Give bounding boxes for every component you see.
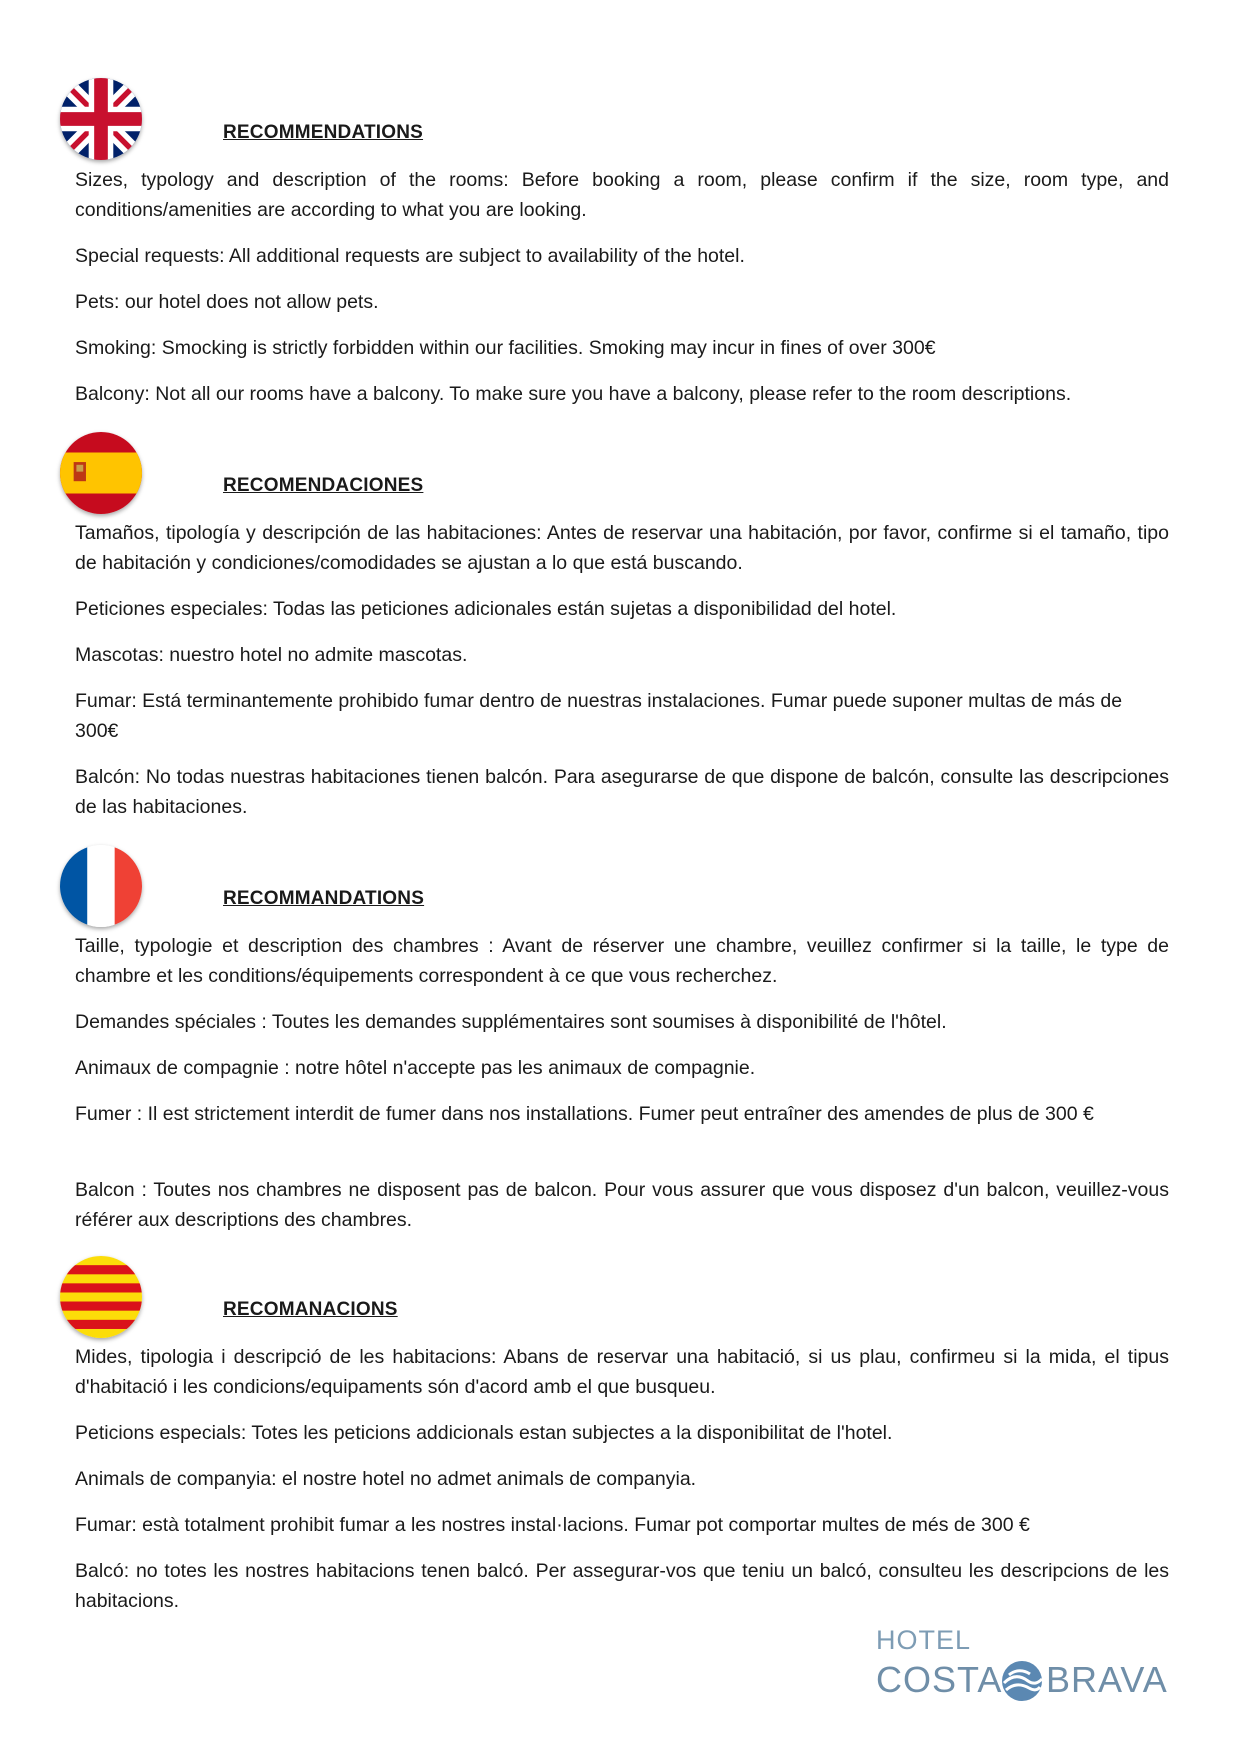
logo-costa-text: COSTA [876, 1659, 1003, 1700]
section-heading-catalan: RECOMANACIONS [223, 1299, 398, 1320]
uk-flag-icon [60, 78, 142, 160]
section-heading-english: RECOMMENDATIONS [223, 122, 424, 143]
france-flag-icon [60, 845, 142, 927]
paragraph-ca-pets: Animals de companyia: el nostre hotel no admet animals de companyia. [75, 1468, 697, 1490]
logo-brava-text: BRAVA [1046, 1659, 1168, 1700]
paragraph-fr-pets: Animaux de compagnie : notre hôtel n'accepte pas les animaux de compagnie. [75, 1057, 756, 1079]
paragraph-en-sizes: Sizes, typology and description of the rooms: Before booking a room, please confirm if the size, room type, and conditions/amenities are according to what you are looking. [75, 169, 1169, 221]
logo-hotel-text: HOTEL [876, 1625, 972, 1655]
paragraph-fr-requests: Demandes spéciales : Toutes les demandes supplémentaires sont soumises à disponibilité de l'hôtel. [75, 1011, 947, 1033]
paragraph-ca-sizes: Mides, tipologia i descripció de les habitacions: Abans de reservar una habitació, si us plau, confirmeu si la mida, el tipus d'habitació i les condicions/equipaments són d'acord amb el que busqueu. [75, 1346, 1169, 1398]
paragraph-es-balcony: Balcón: No todas nuestras habitaciones tienen balcón. Para asegurarse de que dispone de balcón, consulte las descripciones de las habitaciones. [75, 766, 1169, 818]
paragraph-en-balcony: Balcony: Not all our rooms have a balcony. To make sure you have a balcony, please refer to the room descriptions. [75, 383, 1072, 405]
section-heading-french: RECOMMANDATIONS [223, 888, 425, 909]
paragraph-fr-sizes: Taille, typologie et description des chambres : Avant de réserver une chambre, veuillez confirmer si la taille, le type de chambre et les conditions/équipements correspondent à ce que vous recherchez. [75, 935, 1169, 987]
paragraph-fr-balcony: Balcon : Toutes nos chambres ne disposent pas de balcon. Pour vous assurer que vous disposez d'un balcon, veuillez-vous référer aux descriptions des chambres. [75, 1179, 1169, 1231]
paragraph-es-sizes: Tamaños, tipología y descripción de las habitaciones: Antes de reservar una habitación, por favor, confirme si el tamaño, tipo de habitación y condiciones/comodidades se ajustan a lo que está buscando. [75, 522, 1169, 574]
paragraph-es-requests: Peticiones especiales: Todas las peticiones adicionales están sujetas a disponibilidad del hotel. [75, 598, 897, 620]
paragraph-en-requests: Special requests: All additional requests are subject to availability of the hotel. [75, 245, 745, 267]
paragraph-ca-requests: Peticions especials: Totes les peticions addicionals estan subjectes a la disponibilitat de l'hotel. [75, 1422, 893, 1444]
paragraph-en-smoking: Smoking: Smocking is strictly forbidden within our facilities. Smoking may incur in fines of over 300€ [75, 337, 936, 359]
paragraph-ca-balcony: Balcó: no totes les nostres habitacions tenen balcó. Per assegurar-vos que teniu un balcó, consulteu les descripcions de les habitacions. [75, 1560, 1169, 1612]
section-heading-spanish: RECOMENDACIONES [223, 475, 424, 496]
hotel-costa-brava-logo [876, 1625, 1166, 1705]
spain-flag-icon [60, 432, 142, 514]
paragraph-ca-smoking: Fumar: està totalment prohibit fumar a les nostres instal·lacions. Fumar pot comportar multes de més de 300 € [75, 1514, 1030, 1536]
paragraph-es-pets: Mascotas: nuestro hotel no admite mascotas. [75, 644, 468, 666]
wave-icon [1000, 1659, 1044, 1703]
catalonia-flag-icon [60, 1256, 142, 1338]
paragraph-en-pets: Pets: our hotel does not allow pets. [75, 291, 379, 313]
paragraph-fr-smoking: Fumer : Il est strictement interdit de fumer dans nos installations. Fumer peut entraîner des amendes de plus de 300 € [75, 1103, 1094, 1125]
paragraph-es-smoking: Fumar: Está terminantemente prohibido fumar dentro de nuestras instalaciones. Fumar puede suponer multas de más de 300€ [75, 690, 1123, 742]
